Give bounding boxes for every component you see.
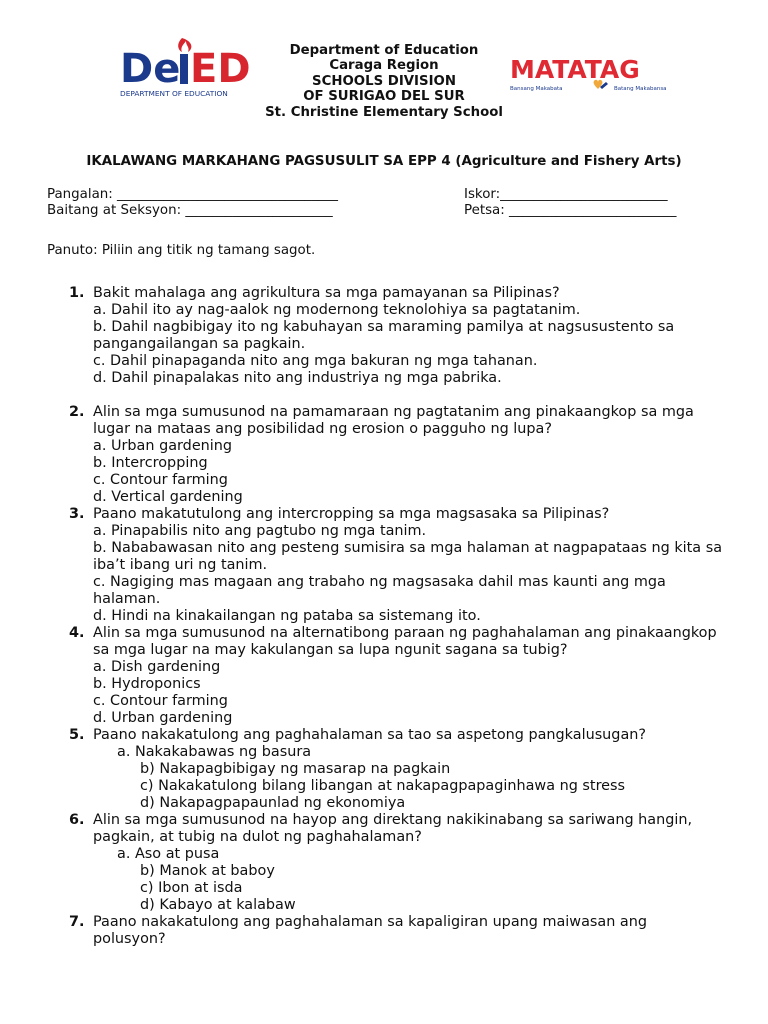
question-number: 6.	[69, 812, 85, 828]
answer-option[interactable]: b. Dahil nagbibigay ito ng kabuhayan sa maraming pamilya at nagsusustento sa pangangailangan sa pagkain.	[93, 319, 675, 352]
deped-wordmark-dep: De	[120, 46, 181, 92]
answer-option[interactable]: a. Dish gardening	[93, 659, 221, 675]
answer-option[interactable]: d. Dahil pinapalakas nito ang industriya ng mga pabrika.	[93, 370, 502, 386]
exam-title: IKALAWANG MARKAHANG PAGSUSULIT SA EPP 4 (Agriculture and Fishery Arts)	[86, 154, 682, 169]
answer-option[interactable]: a. Nakakabawas ng basura	[117, 744, 312, 760]
answer-option[interactable]: c. Nagiging mas magaan ang trabaho ng magsasaka dahil mas kaunti ang mga halaman.	[93, 574, 666, 607]
answer-option[interactable]: c. Contour farming	[93, 693, 228, 709]
instructions: Panuto: Piliin ang titik ng tamang sagot.	[47, 243, 316, 258]
score-field[interactable]: Iskor:_________________________	[464, 187, 668, 202]
question-stem: Alin sa mga sumusunod na pamamaraan ng pagtatanim ang pinakaangkop sa mga lugar na mataas ang posibilidad ng erosion o pagguho ng lupa?	[93, 404, 694, 437]
question-stem: Alin sa mga sumusunod na hayop ang direktang nakikinabang sa sariwang hangin, pagkain, at tubig na dulot ng paghahalaman?	[93, 812, 693, 845]
name-field[interactable]: Pangalan: _________________________________	[47, 187, 338, 202]
answer-option[interactable]: c. Contour farming	[93, 472, 228, 488]
grade-section-field[interactable]: Baitang at Seksyon: ______________________	[47, 203, 333, 218]
matatag-tagline-left: Bansang Makabata	[510, 86, 563, 92]
header-schools-division: SCHOOLS DIVISION	[312, 73, 456, 89]
school-header	[240, 43, 528, 120]
answer-option[interactable]: b. Nababawasan nito ang pesteng sumisira sa mga halaman at nagpapataas ng kita sa iba’t ibang uri ng tanim.	[93, 540, 723, 573]
question-stem: Alin sa mga sumusunod na alternatibong paraan ng paghahalaman ang pinakaangkop sa mga lugar na may kakulangan sa lupa ngunit sagana sa tubig?	[93, 625, 717, 658]
question-number: 5.	[69, 727, 85, 743]
matatag-tagline-right: Batang Makabansa	[614, 86, 667, 92]
deped-subtitle: DEPARTMENT OF EDUCATION	[120, 89, 228, 98]
answer-option[interactable]: b. Hydroponics	[93, 676, 201, 692]
answer-option[interactable]: a. Urban gardening	[93, 438, 233, 454]
header-region: Caraga Region	[329, 58, 439, 74]
answer-option[interactable]: c) Nakakatulong bilang libangan at nakapagpapaginhawa ng stress	[140, 778, 626, 794]
question-item	[0, 285, 768, 387]
answer-option[interactable]: d. Urban gardening	[93, 710, 233, 726]
question-number: 4.	[69, 625, 85, 641]
question-number: 7.	[69, 914, 85, 930]
answer-option[interactable]: a. Pinapabilis nito ang pagtubo ng mga tanim.	[93, 523, 427, 539]
matatag-wordmark: MATATAG	[510, 56, 640, 84]
answer-option[interactable]: a. Dahil ito ay nag-aalok ng modernong teknolohiya sa pagtatanim.	[93, 302, 581, 318]
question-number: 2.	[69, 404, 85, 420]
question-item	[0, 506, 768, 625]
answer-option[interactable]: d. Hindi na kinakailangan ng pataba sa sistemang ito.	[93, 608, 481, 624]
header-division-name: OF SURIGAO DEL SUR	[303, 89, 465, 105]
answer-option[interactable]: d) Kabayo at kalabaw	[140, 897, 296, 913]
header-school-name: St. Christine Elementary School	[265, 104, 503, 120]
answer-option[interactable]: d. Vertical gardening	[93, 489, 243, 505]
question-stem: Paano nakakatulong ang paghahalaman sa kapaligiran upang maiwasan ang polusyon?	[93, 914, 647, 947]
deped-wordmark-ed: ED	[190, 46, 251, 92]
header-department: Department of Education	[289, 43, 479, 58]
question-item	[0, 914, 768, 948]
question-stem: Paano nakakatulong ang paghahalaman sa tao sa aspetong pangkalusugan?	[93, 727, 647, 743]
answer-option[interactable]: d) Nakapagpapaunlad ng ekonomiya	[140, 795, 406, 811]
question-stem: Paano makatutulong ang intercropping sa mga magsasaka sa Pilipinas?	[93, 506, 610, 522]
date-field[interactable]: Petsa: _________________________	[464, 203, 677, 218]
question-number: 1.	[69, 285, 85, 301]
answer-option[interactable]: b) Manok at baboy	[140, 863, 275, 879]
answer-option[interactable]: c. Dahil pinapaganda nito ang mga bakuran ng mga tahanan.	[93, 353, 538, 369]
answer-option[interactable]: c) Ibon at isda	[140, 880, 243, 896]
question-item	[0, 404, 768, 506]
answer-option[interactable]: b. Intercropping	[93, 455, 208, 471]
question-item	[0, 625, 768, 727]
question-number: 3.	[69, 506, 85, 522]
question-item	[0, 812, 768, 914]
question-item	[0, 727, 768, 812]
deped-logo	[120, 32, 260, 100]
question-stem: Bakit mahalaga ang agrikultura sa mga pamayanan sa Pilipinas?	[93, 285, 560, 301]
answer-option[interactable]: b) Nakapagbibigay ng masarap na pagkain	[140, 761, 451, 777]
answer-option[interactable]: a. Aso at pusa	[117, 846, 220, 862]
question-list	[0, 285, 768, 948]
matatag-logo	[510, 56, 670, 96]
